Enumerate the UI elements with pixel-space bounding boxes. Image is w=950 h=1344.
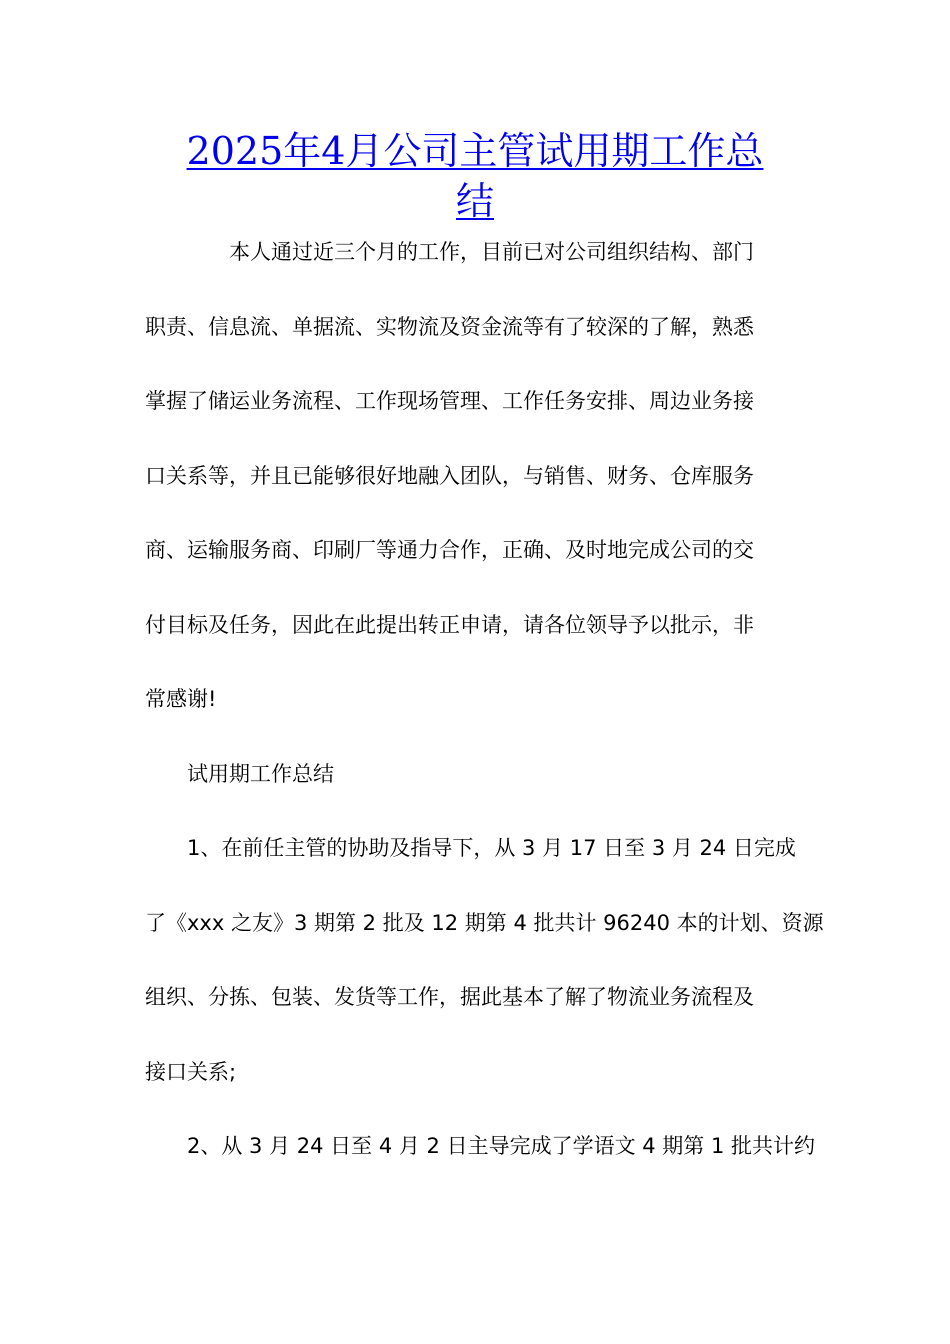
intro-paragraph <box>145 215 805 737</box>
section-heading: 试用期工作总结 <box>187 762 334 786</box>
summary-item-1 <box>145 811 824 1109</box>
paragraph-line: 掌握了储运业务流程、工作现场管理、工作任务安排、周边业务接 <box>145 389 754 413</box>
title-line: 结 <box>455 179 494 223</box>
paragraph-line: 本人通过近三个月的工作，目前已对公司组织结构、部门 <box>229 240 754 264</box>
paragraph-line: 组织、分拣、包装、发货等工作，据此基本了解了物流业务流程及 <box>145 985 754 1009</box>
paragraph-line: 常感谢! <box>145 687 217 711</box>
paragraph-line: 2、从 3 月 24 日至 4 月 2 日主导完成了学语文 4 期第 1 批共计约 <box>187 1134 815 1158</box>
paragraph-line: 1、在前任主管的协助及指导下，从 3 月 17 日至 3 月 24 日完成 <box>187 836 796 860</box>
summary-heading-paragraph <box>145 737 805 812</box>
title-line: 2025年4月公司主管试用期工作总 <box>186 129 764 173</box>
paragraph-line: 职责、信息流、单据流、实物流及资金流等有了较深的了解，熟悉 <box>145 314 754 339</box>
paragraph-line: 口关系等，并且已能够很好地融入团队，与销售、财务、仓库服务 <box>145 463 754 488</box>
paragraph-line: 付目标及任务，因此在此提出转正申请，请各位领导予以批示，非 <box>145 612 754 637</box>
summary-item-2 <box>145 1109 815 1184</box>
document-title-link[interactable] <box>145 126 805 226</box>
paragraph-line: 商、运输服务商、印刷厂等通力合作，正确、及时地完成公司的交 <box>145 538 754 562</box>
paragraph-line: 接口关系; <box>145 1059 237 1084</box>
paragraph-line: 了《xxx 之友》3 期第 2 批及 12 期第 4 批共计 96240 本的计划、资源 <box>145 910 824 935</box>
